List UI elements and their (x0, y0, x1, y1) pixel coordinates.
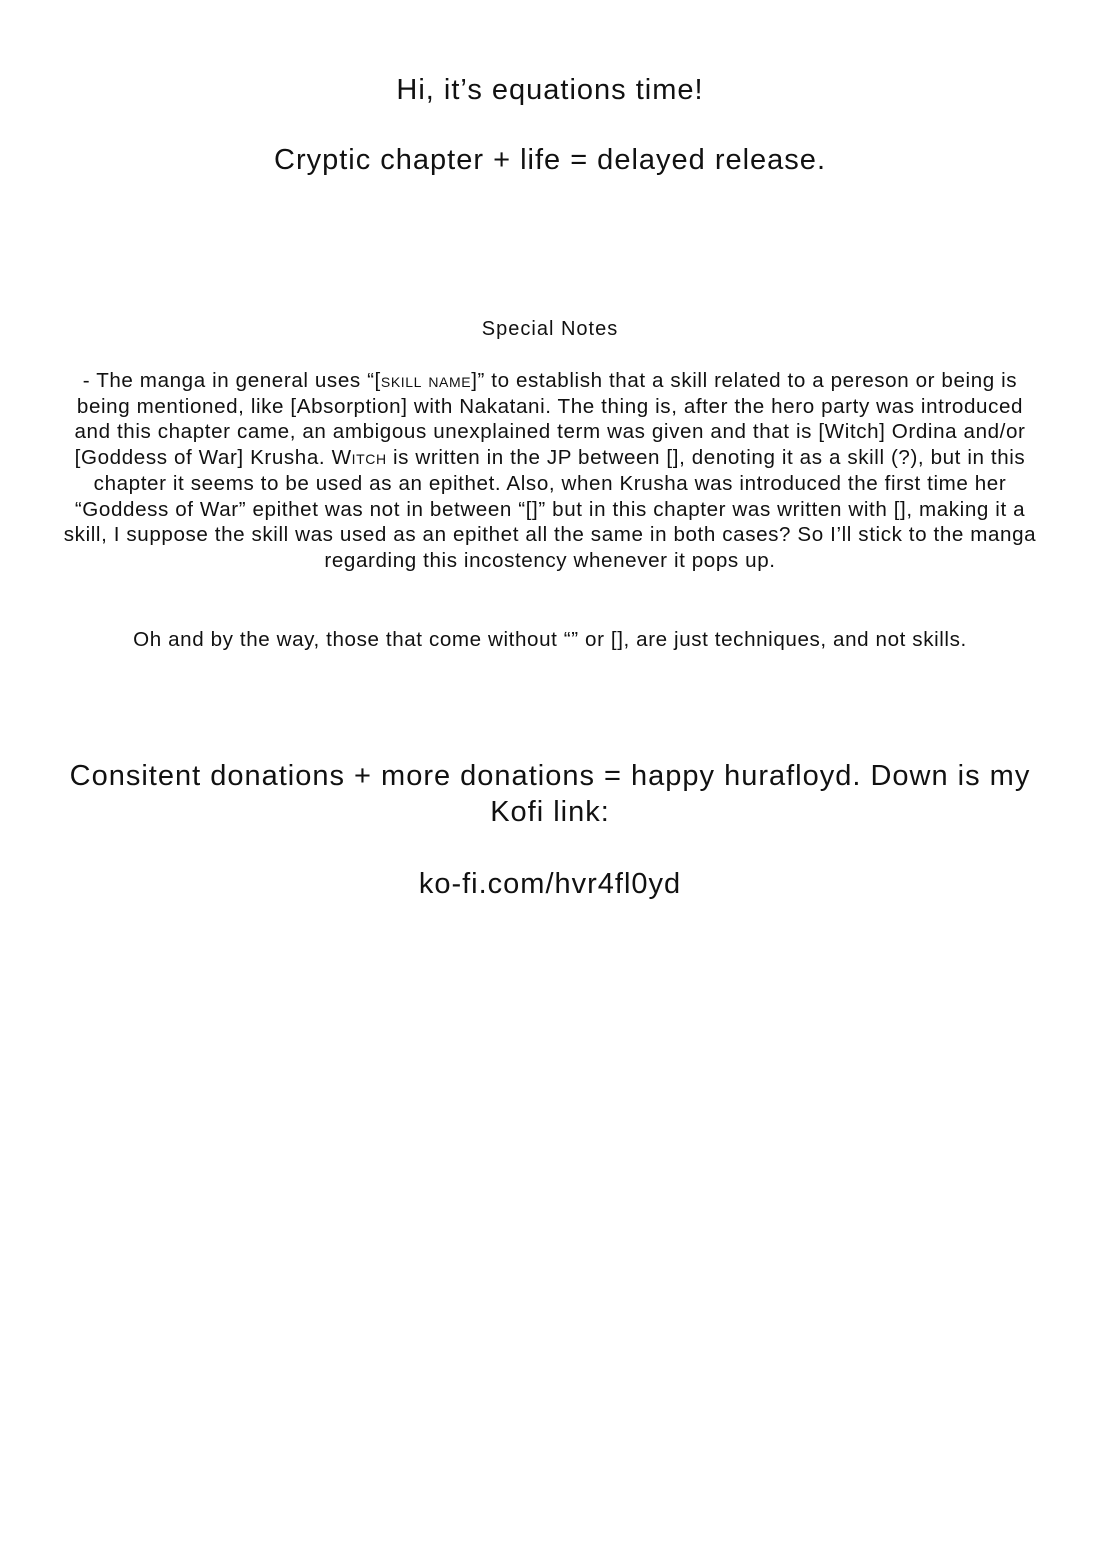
kofi-link[interactable]: ko-fi.com/hvr4fl0yd (418, 868, 682, 900)
special-notes-title: Special Notes (481, 318, 619, 340)
donations-text: Consitent donations + more donations = happy hurafloyd. Down is my Kofi link: (69, 760, 1031, 828)
greeting-text: Hi, it’s equations time! (396, 74, 704, 106)
witch-term: Witch (331, 446, 387, 470)
special-notes-footer: Oh and by the way, those that come without “” or [], are just techniques, and not skills. (133, 628, 967, 651)
release-equation-text: Cryptic chapter + life = delayed release. (274, 144, 826, 176)
skill-name-term: skill name (380, 369, 472, 392)
special-notes-body (60, 368, 1040, 574)
notes-body-part-1: - The manga in general uses “[ (82, 369, 381, 392)
notes-body-part-3: is written in the JP between [], denoting it as a skill (?), but in this chapter it seems to be used as an epithet. Also, when Krusha was introduced the first time her “Goddess of War” epithet was not in between “[]” but in this chapter was written with [], making it a skill, I suppose the skill was used as an epithet all the same in both cases? So I’ll stick to the manga regarding this incostency whenever it pops up. (63, 446, 1037, 572)
notes-body-part-2: ]” to establish that a skill related to a pereson or being is being mentioned, like [Absorption] with Nakatani. The thing is, after the hero party was introduced and this chapter came, an ambigous unexplained term was given and that is [Witch] Ordina and/or [Goddess of War] Krusha. (74, 369, 1026, 470)
